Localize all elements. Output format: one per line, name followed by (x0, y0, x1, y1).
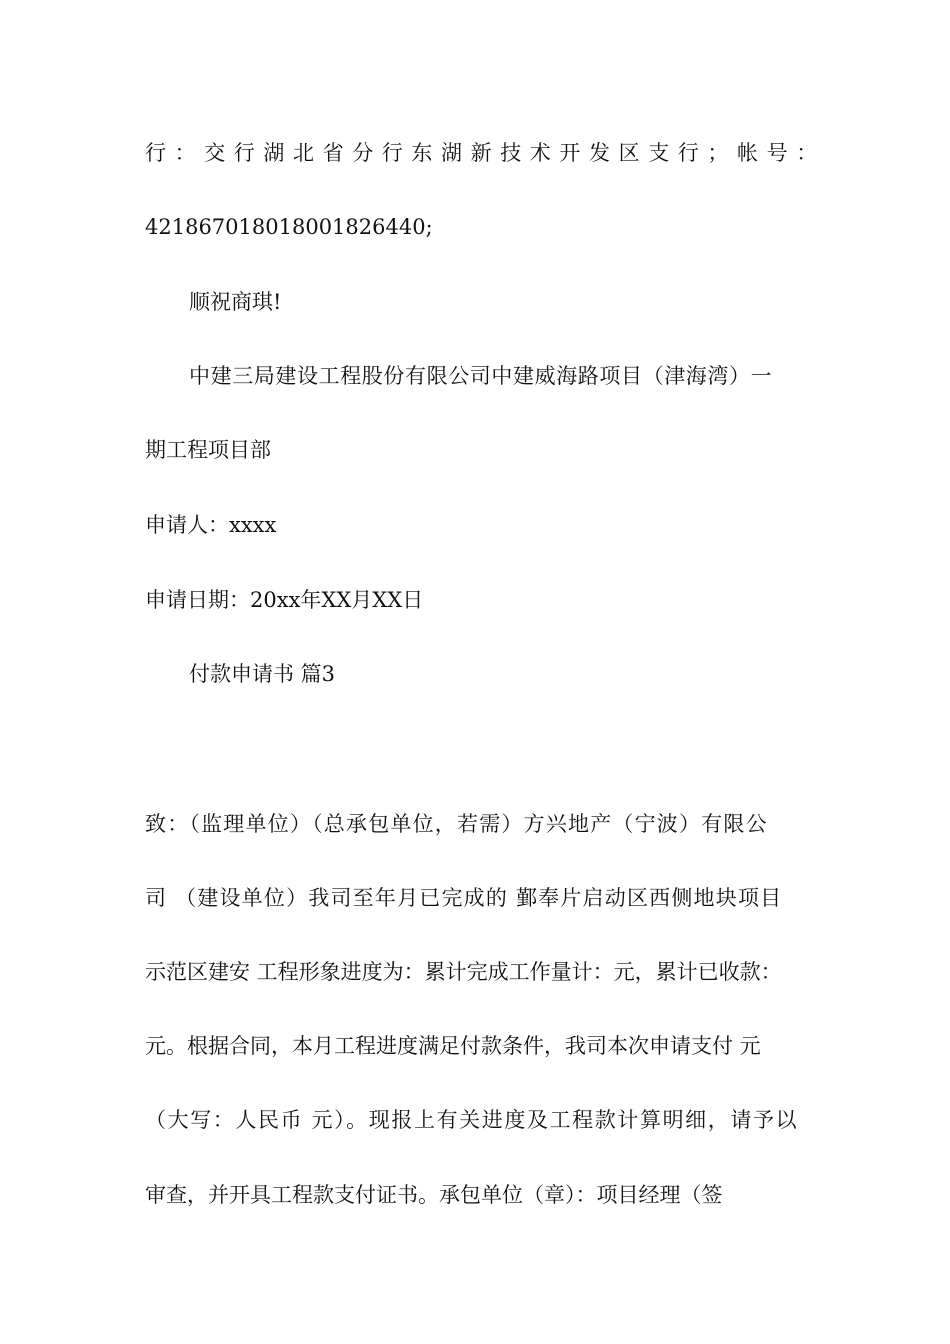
account-number-line: 421867018018001826440; (145, 215, 433, 239)
body-line-3: 示范区建安 工程形象进度为：累计完成工作量计：元，累计已收款： (145, 960, 782, 984)
body-line-6: 审查，并开具工程款支付证书。承包单位（章）：项目经理（签 (145, 1183, 723, 1207)
body-line-5: （大写：人民币 元）。现报上有关进度及工程款计算明细，请予以 (145, 1108, 799, 1132)
company-name-line-2: 期工程项目部 (145, 438, 271, 462)
applicant-line: 申请人：xxxx (145, 513, 277, 537)
application-date-line: 申请日期：20xx年XX月XX日 (145, 588, 424, 612)
bank-account-line: 行：交行湖北省分行东湖新技术开发区支行；帐号： (145, 141, 826, 165)
closing-greeting: 顺祝商琪! (189, 290, 282, 314)
body-line-4: 元。根据合同，本月工程进度满足付款条件，我司本次申请支付 元 (145, 1034, 761, 1058)
company-name-line-1: 中建三局建设工程股份有限公司中建威海路项目（津海湾）一 (189, 364, 773, 388)
section-heading: 付款申请书 篇3 (189, 662, 336, 686)
body-line-2: 司 （建设单位）我司至年月已完成的 鄞奉片启动区西侧地块项目 (145, 886, 783, 910)
body-line-1: 致：（监理单位）（总承包单位，若需）方兴地产（宁波）有限公 (145, 812, 768, 836)
